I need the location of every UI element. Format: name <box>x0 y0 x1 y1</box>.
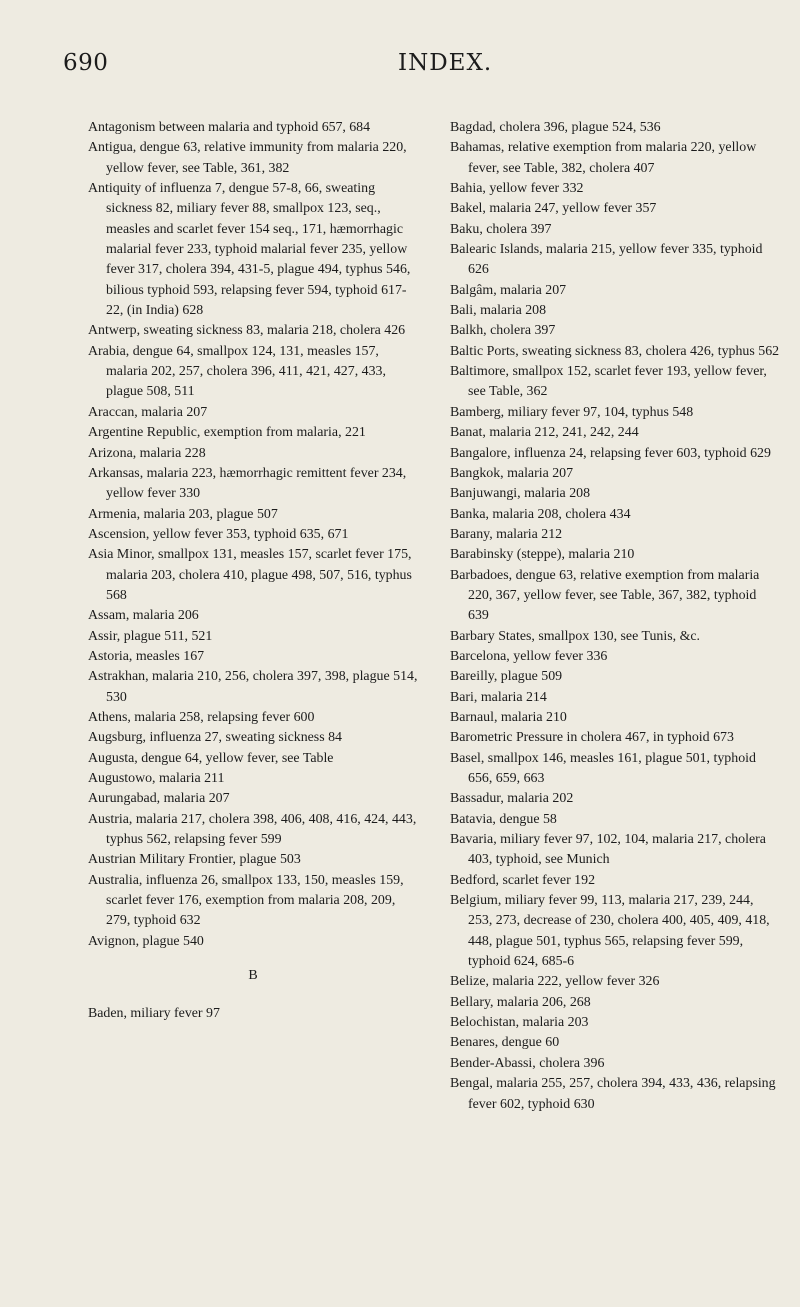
index-entry: Bellary, malaria 206, 268 <box>450 994 591 1010</box>
index-entry: Benares, dengue 60 <box>450 1035 560 1051</box>
index-entry: Banka, malaria 208, cholera 434 <box>450 506 631 522</box>
index-entry: Aurungabad, malaria 207 <box>88 791 230 807</box>
index-entry: Antiquity of influenza 7, dengue 57-8, 66, sweating sickness 82, miliary fever 88, smallpox 123, seq., measles and scarlet fever 154 seq., 171, hæmorrhagic malarial fever 233, typhoid malarial fever 235, yellow fever 317, cholera 394, 431-5, plague 494, typhus 546, bilious typhoid 593, relapsing fever 594, typhoid 617-22, (in India) 628 <box>88 181 411 319</box>
index-entry: Ascension, yellow fever 353, typhoid 635, 671 <box>88 526 349 542</box>
index-entry: Bahamas, relative exemption from malaria 220, yellow fever, see Table, 382, cholera 407 <box>450 140 757 176</box>
index-entry: Bedford, scarlet fever 192 <box>450 872 596 888</box>
index-entry: Assir, plague 511, 521 <box>88 628 213 644</box>
index-entry: Asia Minor, smallpox 131, measles 157, scarlet fever 175, malaria 203, cholera 410, plague 498, 507, 516, typhus 568 <box>88 547 412 603</box>
index-entry: Bali, malaria 208 <box>450 303 547 319</box>
page-number: 690 <box>63 50 109 76</box>
index-column-left <box>88 118 418 1025</box>
index-entry: Augsburg, influenza 27, sweating sickness 84 <box>88 730 342 746</box>
index-entry: Astoria, measles 167 <box>88 648 205 664</box>
index-entry: Antwerp, sweating sickness 83, malaria 218, cholera 426 <box>88 323 406 339</box>
index-entry: Basel, smallpox 146, measles 161, plague 501, typhoid 656, 659, 663 <box>450 750 756 786</box>
index-entry: Bavaria, miliary fever 97, 102, 104, malaria 217, cholera 403, typhoid, see Munich <box>450 832 766 868</box>
index-entry: Araccan, malaria 207 <box>88 404 208 420</box>
index-entry: Baltimore, smallpox 152, scarlet fever 193, yellow fever, see Table, 362 <box>450 364 767 400</box>
index-entry: Batavia, dengue 58 <box>450 811 557 827</box>
running-head: INDEX. <box>398 50 493 76</box>
index-entry: Bangkok, malaria 207 <box>450 465 574 481</box>
index-entry: Barabinsky (steppe), malaria 210 <box>450 547 635 563</box>
index-entry: Bender-Abassi, cholera 396 <box>450 1055 605 1071</box>
section-letter: B <box>248 968 258 984</box>
index-entry: Barometric Pressure in cholera 467, in typhoid 673 <box>450 730 734 746</box>
index-entry: Avignon, plague 540 <box>88 933 204 949</box>
index-entry: Assam, malaria 206 <box>88 608 199 624</box>
index-entry: Barbary States, smallpox 130, see Tunis, &c. <box>450 628 701 644</box>
index-entry: Bari, malaria 214 <box>450 689 547 705</box>
index-entry: Bengal, malaria 255, 257, cholera 394, 433, 436, relapsing fever 602, typhoid 630 <box>450 1076 776 1112</box>
index-entry: Augusta, dengue 64, yellow fever, see Table <box>88 750 334 766</box>
index-entry: Arabia, dengue 64, smallpox 124, 131, measles 157, malaria 202, 257, cholera 396, 411, 421, 427, 433, plague 508, 511 <box>88 343 386 400</box>
index-entry: Bassadur, malaria 202 <box>450 791 574 807</box>
index-entry: Belize, malaria 222, yellow fever 326 <box>450 974 660 990</box>
index-entry: Astrakhan, malaria 210, 256, cholera 397, 398, plague 514, 530 <box>88 669 418 705</box>
index-entry: Bangalore, influenza 24, relapsing fever 603, typhoid 629 <box>450 445 771 461</box>
index-entry: Barcelona, yellow fever 336 <box>450 648 608 664</box>
index-column-right <box>450 118 780 1115</box>
index-entry: Australia, influenza 26, smallpox 133, 150, measles 159, scarlet fever 176, exemption from malaria 208, 209, 279, typhoid 632 <box>88 872 404 929</box>
index-entry: Baltic Ports, sweating sickness 83, cholera 426, typhus 562 <box>450 343 780 359</box>
index-entry: Austria, malaria 217, cholera 398, 406, 408, 416, 424, 443, typhus 562, relapsing fever 599 <box>88 811 417 848</box>
index-entry: Antigua, dengue 63, relative immunity from malaria 220, yellow fever, see Table, 361, 382 <box>88 140 407 176</box>
index-entry: Balearic Islands, malaria 215, yellow fever 335, typhoid 626 <box>450 242 763 278</box>
index-entry: Arizona, malaria 228 <box>88 445 206 461</box>
index-entry: Baku, cholera 397 <box>450 221 552 237</box>
index-entry: Belochistan, malaria 203 <box>450 1015 589 1031</box>
index-entry: Belgium, miliary fever 99, 113, malaria 217, 239, 244, 253, 273, decrease of 230, cholera 400, 405, 409, 418, 448, plague 501, typhus 565, relapsing fever 599, typhoid 624, 685-6 <box>450 893 770 970</box>
index-entry: Barbadoes, dengue 63, relative exemption from malaria 220, 367, yellow fever, see Table, 367, 382, typhoid 639 <box>450 567 760 624</box>
index-entry: Bareilly, plague 509 <box>450 669 563 685</box>
index-entry: Austrian Military Frontier, plague 503 <box>88 852 301 868</box>
index-entry: Bahia, yellow fever 332 <box>450 181 584 197</box>
index-entry: Antagonism between malaria and typhoid 657, 684 <box>88 120 370 135</box>
index-entry: Banat, malaria 212, 241, 242, 244 <box>450 425 639 441</box>
index-entry: Baden, miliary fever 97 <box>88 1006 220 1022</box>
index-entry: Argentine Republic, exemption from malaria, 221 <box>88 425 366 441</box>
index-entry: Athens, malaria 258, relapsing fever 600 <box>88 709 315 725</box>
index-entry: Barany, malaria 212 <box>450 526 563 542</box>
page-header <box>0 44 800 84</box>
index-entry: Balgâm, malaria 207 <box>450 282 567 298</box>
index-entry: Armenia, malaria 203, plague 507 <box>88 506 278 522</box>
index-entry: Augustowo, malaria 211 <box>88 771 225 786</box>
index-entry: Bagdad, cholera 396, plague 524, 536 <box>450 120 661 135</box>
index-entry: Barnaul, malaria 210 <box>450 709 567 725</box>
index-entry: Balkh, cholera 397 <box>450 323 556 339</box>
index-entry: Arkansas, malaria 223, hæmorrhagic remittent fever 234, yellow fever 330 <box>88 465 407 502</box>
index-entry: Bakel, malaria 247, yellow fever 357 <box>450 201 657 217</box>
index-entry: Banjuwangi, malaria 208 <box>450 486 591 502</box>
index-entry: Bamberg, miliary fever 97, 104, typhus 548 <box>450 404 694 420</box>
